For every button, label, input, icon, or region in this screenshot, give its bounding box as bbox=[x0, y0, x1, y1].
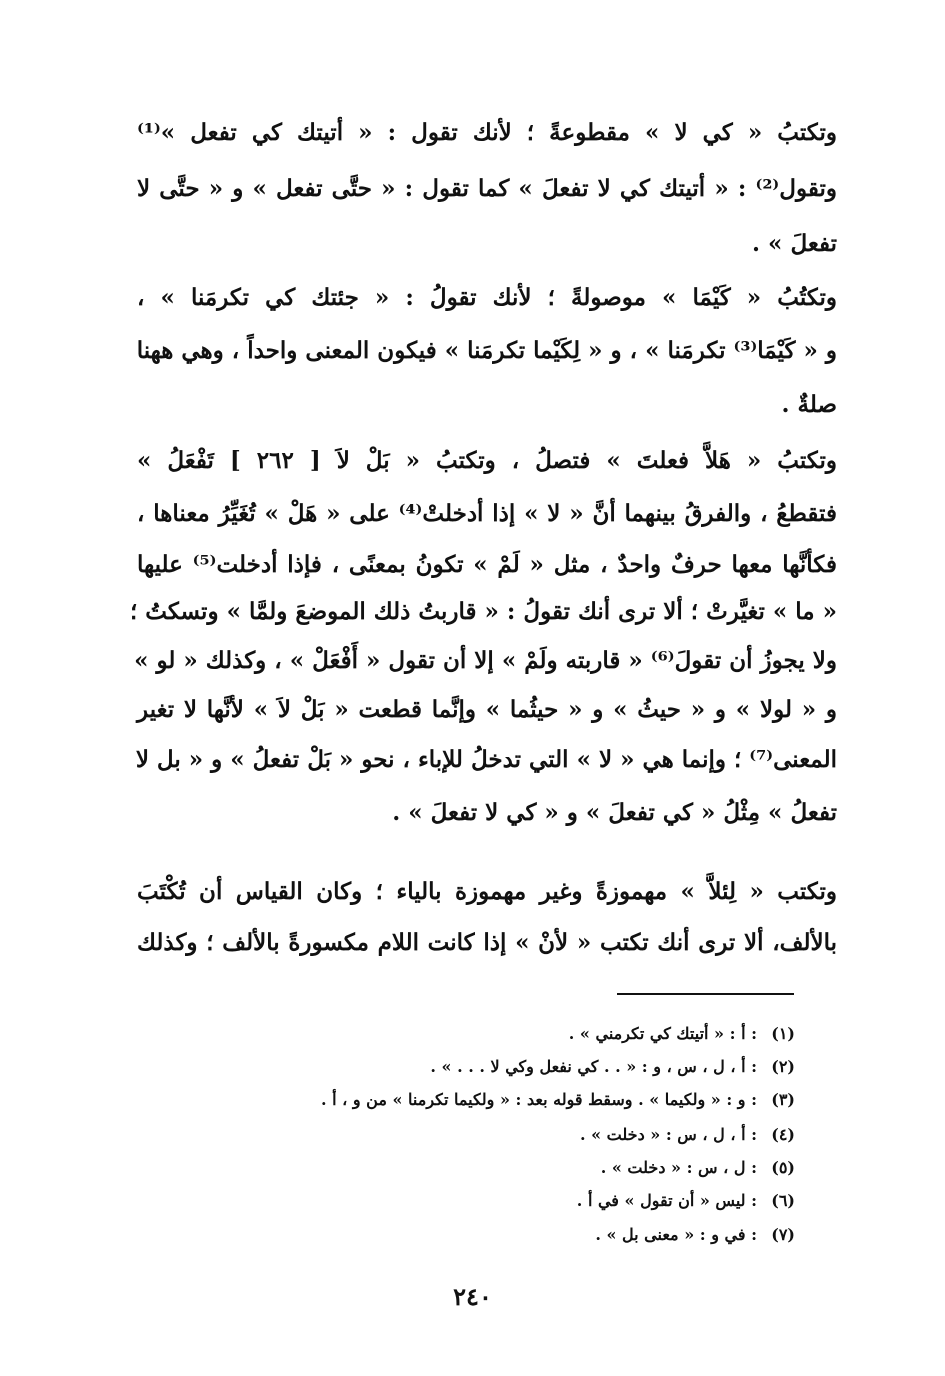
text-line: و « كَيْمَا⁽³⁾ تكرمَنا » ، و « لِكَيْما تكرمَنا » فيكون المعنى واحداً ، وهي ههنا bbox=[136, 337, 837, 364]
footnote bbox=[430, 1056, 795, 1078]
footnote bbox=[580, 1124, 795, 1146]
footnote-text: : و : « ولكيما » . وسقط قوله بعد : « ولكيما تكرمنا » من و ، أ . bbox=[320, 1090, 757, 1109]
text-line: « ما » تغيَّرتْ ؛ ألا ترى أنك تقولُ : « قاربتُ ذلك الموضعَ ولمَّا » وتسكتُ ؛ bbox=[129, 598, 837, 625]
text-line: فكأنَّها معها حرفٌ واحدٌ ، مثل « لَمْ » تكونُ بمعنًى ، فإذا أدخلت⁽⁵⁾ عليها bbox=[137, 551, 837, 578]
footnote bbox=[321, 1089, 795, 1111]
footnote-number: (٦) bbox=[771, 1191, 795, 1210]
footnote-number: (٣) bbox=[771, 1090, 795, 1109]
footnote-divider bbox=[617, 993, 794, 995]
footnote bbox=[569, 1023, 795, 1045]
footnote-text: : ليس « أن تقول » في أ . bbox=[576, 1191, 757, 1210]
footnote bbox=[595, 1224, 795, 1246]
footnote-number: (٤) bbox=[771, 1125, 795, 1144]
footnote-number: (١) bbox=[771, 1024, 795, 1043]
footnote-text: : ل ، س : « دخلت » . bbox=[600, 1158, 757, 1177]
text-line: المعنى⁽⁷⁾ ؛ وإنما هي « لا » التي تدخلُ للإباء ، نحو « بَلْ تفعلُ » و « بل لا bbox=[135, 746, 837, 773]
text-line: ولا يجوزُ أن تقولَ⁽⁶⁾ « قاربته ولَمْ » إلا أن تقول « أَفْعَلْ » ، وكذلك « لو » bbox=[134, 647, 837, 674]
text-line: بالألف، ألا ترى أنك تكتب « لأنْ » إذا كانت اللام مكسورةً بالألف ؛ وكذلك bbox=[137, 929, 837, 956]
footnote-text: : في و : « معنى بل » . bbox=[595, 1225, 757, 1244]
text-line: صلةٌ . bbox=[781, 391, 837, 418]
text-line: وتقول⁽²⁾ : « أتيتك كي لا تفعلَ » كما تقول : « حتَّى تفعل » و « حتَّى لا bbox=[137, 175, 837, 202]
footnote-number: (٥) bbox=[771, 1158, 795, 1177]
text-line: و « لولا » و « حيثُ » و « حيثُما » وإنَّما قطعت « بَلْ لاَ » لأنَّها لا تغير bbox=[137, 696, 837, 723]
footnote-text: : أ ، ل ، س : « دخلت » . bbox=[579, 1125, 757, 1144]
text-line: وتكتب « لِئلاَّ » مهموزةً وغير مهموزة بالياء ؛ وكان القياس أن تُكْتَبَ bbox=[137, 878, 837, 905]
footnote-number: (٢) bbox=[771, 1057, 795, 1076]
page-number: ٢٤٠ bbox=[453, 1282, 492, 1311]
footnote-text: : أ ، ل ، س ، و : « . . كي نفعل وكي لا . . . » . bbox=[430, 1057, 757, 1076]
text-line: فتقطعُ ، والفرقُ بينهما أنَّ « لا » إذا أدخلتْ⁽⁴⁾ على « هَلْ » تُغَيِّرُ معناها ، bbox=[137, 500, 837, 527]
footnote bbox=[577, 1190, 795, 1212]
footnote-number: (٧) bbox=[771, 1225, 795, 1244]
footnote bbox=[601, 1157, 795, 1179]
text-line: تفعلَ » . bbox=[752, 230, 837, 257]
text-line: وتكتبُ « كي لا » مقطوعةً ؛ لأنك تقول : « أتيتك كي تفعل »⁽¹⁾ bbox=[137, 119, 837, 146]
footnote-text: : أ : « أتيتك كي تكرمني » . bbox=[568, 1024, 757, 1043]
text-line: تفعلُ » مِثْلُ « كي تفعلَ » و « كي لا تفعلَ » . bbox=[392, 799, 837, 826]
text-line: وتكتُبُ « كَيْمَا » موصولةً ؛ لأنك تقولُ : « جئتك كي تكرمَنا » ، bbox=[137, 284, 837, 311]
text-line: وتكتبُ « هَلاَّ فعلتَ » فتصلُ ، وتكتبُ « بَلْ لاَ [ ٢٦٢ ] تَفْعَلُ » bbox=[137, 447, 837, 474]
